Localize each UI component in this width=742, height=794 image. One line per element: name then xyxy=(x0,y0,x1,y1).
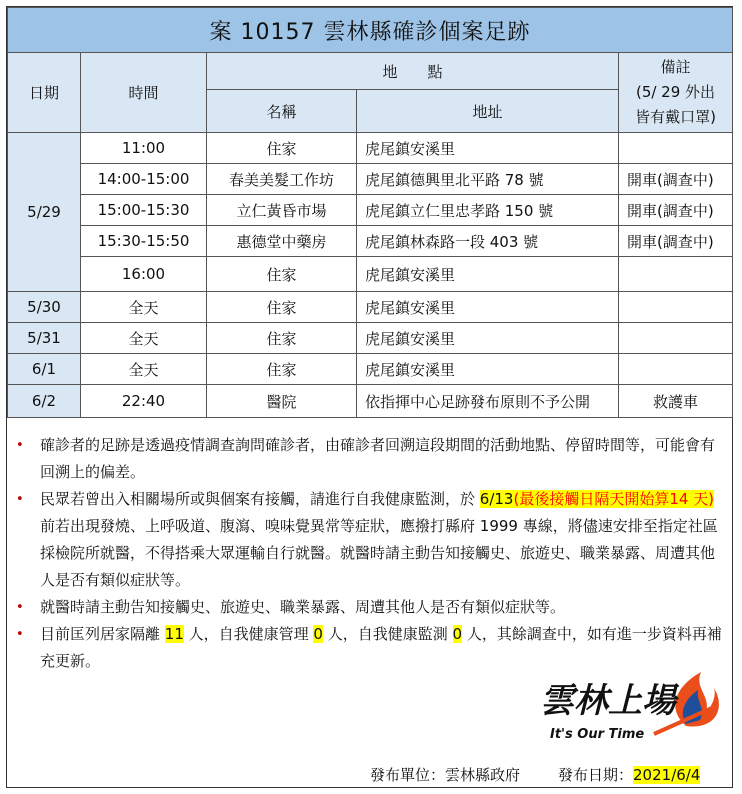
header-remark-line3: 皆有戴口罩) xyxy=(635,108,716,126)
publish-date xyxy=(558,764,700,785)
address-cell: 虎尾鎮安溪里 xyxy=(357,323,619,354)
bullet-icon: • xyxy=(16,627,24,642)
name-cell: 春美美髮工作坊 xyxy=(207,164,357,195)
logo-text: 雲林上場 xyxy=(540,681,676,721)
table-row xyxy=(8,257,733,292)
note-text: 就醫時請主動告知接觸史、旅遊史、職業暴露、周遭其他人是否有類似症狀等。 xyxy=(40,598,566,616)
name-cell: 住家 xyxy=(207,292,357,323)
footprint-table xyxy=(7,7,733,418)
publish-date-label: 發布日期： xyxy=(558,766,634,784)
header-place: 地 點 xyxy=(207,53,619,90)
home-isolation-count: 11 xyxy=(164,625,184,643)
date-cell: 5/29 xyxy=(8,133,81,292)
table-row xyxy=(8,195,733,226)
monitor-end-date: 6/13 xyxy=(479,490,514,508)
name-cell: 住家 xyxy=(207,354,357,385)
header-name: 名稱 xyxy=(207,90,357,133)
header-address: 地址 xyxy=(357,90,619,133)
note-item xyxy=(8,432,726,486)
name-cell: 住家 xyxy=(207,133,357,164)
monitor-days-text: 14 天) xyxy=(669,490,715,508)
address-cell: 虎尾鎮安溪里 xyxy=(357,292,619,323)
self-management-count: 0 xyxy=(313,625,323,643)
note-item xyxy=(8,486,726,594)
publisher-unit: 發布單位：雲林縣政府 xyxy=(370,766,521,784)
note-text: 確診者的足跡是透過疫情調查詢問確診者，由確診者回溯這段期間的活動地點、停留時間等，可能會有回溯上的偏差。 xyxy=(40,436,716,481)
address-cell: 虎尾鎮德興里北平路 78 號 xyxy=(357,164,619,195)
monitor-rule-text: (最後接觸日隔天開始算 xyxy=(513,490,670,508)
address-cell: 虎尾鎮立仁里忠孝路 150 號 xyxy=(357,195,619,226)
remark-cell: 開車(調查中) xyxy=(619,226,733,257)
remark-cell xyxy=(619,257,733,292)
self-monitoring-count: 0 xyxy=(452,625,463,643)
table-row xyxy=(8,354,733,385)
remark-cell xyxy=(619,354,733,385)
name-cell: 住家 xyxy=(207,323,357,354)
notes-section xyxy=(8,432,726,675)
remark-cell: 救護車 xyxy=(619,385,733,418)
name-cell: 惠德堂中藥房 xyxy=(207,226,357,257)
flame-logo-icon xyxy=(536,668,726,748)
note-item xyxy=(8,594,726,621)
header-time: 時間 xyxy=(81,53,207,133)
time-cell: 全天 xyxy=(81,354,207,385)
publish-date-value: 2021/6/4 xyxy=(633,766,701,784)
table-title: 案 10157 雲林縣確診個案足跡 xyxy=(8,8,733,53)
bullet-icon: • xyxy=(16,492,24,507)
address-cell: 虎尾鎮安溪里 xyxy=(357,133,619,164)
remark-cell xyxy=(619,133,733,164)
time-cell: 11:00 xyxy=(81,133,207,164)
name-cell: 醫院 xyxy=(207,385,357,418)
table-row xyxy=(8,385,733,418)
table-row xyxy=(8,164,733,195)
table-row xyxy=(8,226,733,257)
note-text: 前若出現發燒、上呼吸道、腹瀉、嗅味覺異常等症狀，應撥打縣府 1999 專線，將儘速安排至指定社區採檢院所就醫，不得搭乘大眾運輸自行就醫。就醫時請主動告知接觸史、旅遊史、職業暴露、周遭其他人是否有類似症狀等。 xyxy=(40,517,718,589)
header-remark xyxy=(619,53,733,133)
time-cell: 15:00-15:30 xyxy=(81,195,207,226)
table-row xyxy=(8,323,733,354)
note-text: 人，自我健康監測 xyxy=(322,625,453,643)
remark-cell xyxy=(619,292,733,323)
bullet-icon: • xyxy=(16,438,24,453)
address-cell: 虎尾鎮安溪里 xyxy=(357,354,619,385)
yunlin-logo xyxy=(536,668,726,748)
note-text: 人，其餘調查中，如有進一步資料再補充更新。 xyxy=(40,625,722,670)
note-item xyxy=(8,621,726,675)
logo-tagline: It's Our Time xyxy=(550,727,645,742)
date-cell: 6/2 xyxy=(8,385,81,418)
time-cell: 15:30-15:50 xyxy=(81,226,207,257)
address-cell: 依指揮中心足跡發布原則不予公開 xyxy=(357,385,619,418)
header-remark-line2: (5/ 29 外出 xyxy=(635,83,716,101)
time-cell: 14:00-15:00 xyxy=(81,164,207,195)
address-cell: 虎尾鎮安溪里 xyxy=(357,257,619,292)
date-cell: 5/30 xyxy=(8,292,81,323)
time-cell: 16:00 xyxy=(81,257,207,292)
note-text: 民眾若曾出入相關場所或與個案有接觸，請進行自我健康監測，於 xyxy=(40,490,480,508)
note-text: 目前匡列居家隔離 xyxy=(40,625,165,643)
note-text: 人，自我健康管理 xyxy=(183,625,314,643)
time-cell: 全天 xyxy=(81,323,207,354)
bullet-icon: • xyxy=(16,600,24,615)
date-cell: 5/31 xyxy=(8,323,81,354)
time-cell: 全天 xyxy=(81,292,207,323)
remark-cell: 開車(調查中) xyxy=(619,195,733,226)
address-cell: 虎尾鎮林森路一段 403 號 xyxy=(357,226,619,257)
header-date: 日期 xyxy=(8,53,81,133)
table-row xyxy=(8,133,733,164)
header-remark-line1: 備註 xyxy=(660,58,691,76)
name-cell: 住家 xyxy=(207,257,357,292)
date-cell: 6/1 xyxy=(8,354,81,385)
name-cell: 立仁黃昏市場 xyxy=(207,195,357,226)
remark-cell xyxy=(619,323,733,354)
time-cell: 22:40 xyxy=(81,385,207,418)
remark-cell: 開車(調查中) xyxy=(619,164,733,195)
table-row xyxy=(8,292,733,323)
